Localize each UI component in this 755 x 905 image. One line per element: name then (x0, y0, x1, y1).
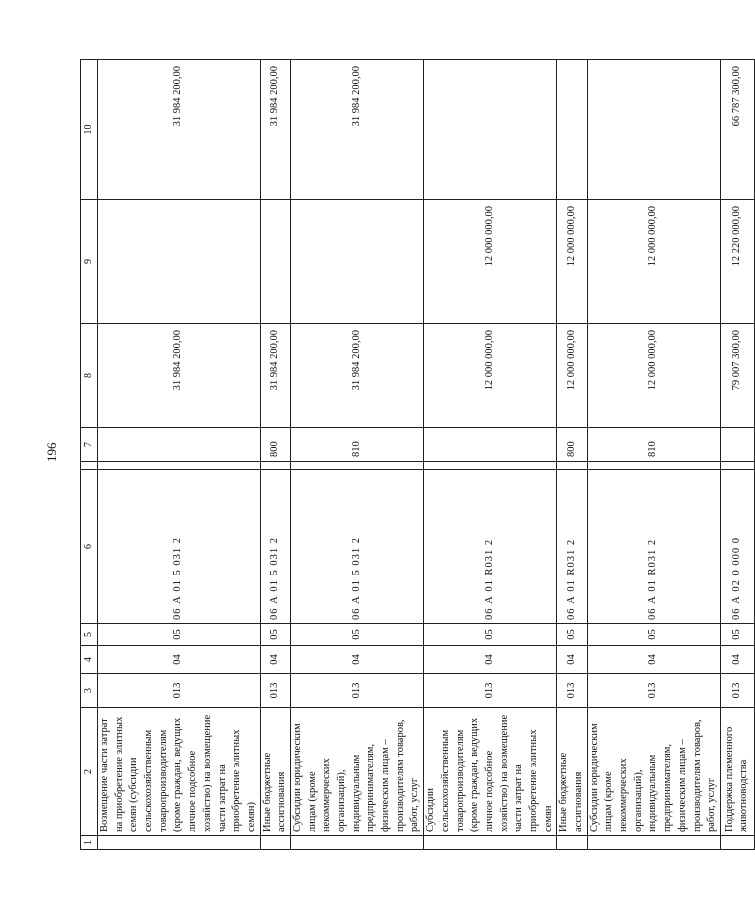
header-cell: 3 (81, 674, 98, 708)
subsection-code: 05 (260, 624, 290, 646)
expense-type-code (424, 428, 557, 462)
section-code: 04 (98, 646, 261, 674)
spacer-cell (98, 462, 261, 470)
expense-type-code: 800 (260, 428, 290, 462)
item-name: Субсидии юридическим лицам (кроме некоммерческих организаций), индивидуальным предпринимателям, физическим лицам – производителям товаров, работ, услуг (587, 708, 720, 836)
table-row (98, 60, 261, 850)
amount-total: 12 000 000,00 (424, 324, 557, 428)
table-row (720, 60, 754, 850)
target-article-code: 06 А 01 R031 2 (587, 470, 720, 624)
header-cell (81, 462, 98, 470)
item-name: Субсидии юридическим лицам (кроме некоммерческих организаций), индивидуальным предпринимателям, физическим лицам – производителям товаров, работ, услуг (290, 708, 423, 836)
expense-type-code (720, 428, 754, 462)
spacer-cell (260, 462, 290, 470)
header-cell: 7 (81, 428, 98, 462)
target-article-code: 06 А 01 5 031 2 (260, 470, 290, 624)
row-index-cell (98, 836, 261, 850)
target-article-code: 06 А 01 5 031 2 (98, 470, 261, 624)
row-index-cell (290, 836, 423, 850)
grbs-code: 013 (290, 674, 423, 708)
row-index-cell (720, 836, 754, 850)
item-name: Поддержка племенного животноводства (720, 708, 754, 836)
amount-regional (557, 60, 587, 200)
spacer-cell (720, 462, 754, 470)
grbs-code: 013 (557, 674, 587, 708)
spacer-cell (587, 462, 720, 470)
amount-federal: 12 000 000,00 (557, 200, 587, 324)
section-code: 04 (587, 646, 720, 674)
expense-type-code: 810 (587, 428, 720, 462)
table-row (587, 60, 720, 850)
header-cell: 2 (81, 708, 98, 836)
target-article-code: 06 А 01 R031 2 (424, 470, 557, 624)
grbs-code: 013 (424, 674, 557, 708)
expense-type-code (98, 428, 261, 462)
table-row (424, 60, 557, 850)
target-article-code: 06 А 02 0 000 0 (720, 470, 754, 624)
amount-total: 12 000 000,00 (587, 324, 720, 428)
row-index-cell (260, 836, 290, 850)
header-cell: 10 (81, 60, 98, 200)
header-cell: 5 (81, 624, 98, 646)
amount-regional: 31 984 200,00 (98, 60, 261, 200)
table-row (557, 60, 587, 850)
header-cell: 8 (81, 324, 98, 428)
amount-federal (260, 200, 290, 324)
section-code: 04 (290, 646, 423, 674)
item-name: Возмещение части затрат на приобретение элитных семян (субсидии сельскохозяйственным товаропроизводителям (кроме граждан, ведущих личное подсобное хозяйство) на возмещение части затрат на приобретение элитных семян) (98, 708, 261, 836)
amount-federal (290, 200, 423, 324)
grbs-code: 013 (587, 674, 720, 708)
row-index-cell (557, 836, 587, 850)
amount-total: 12 000 000,00 (557, 324, 587, 428)
amount-total: 31 984 200,00 (290, 324, 423, 428)
amount-federal: 12 220 000,00 (720, 200, 754, 324)
header-cell: 1 (81, 836, 98, 850)
amount-regional: 31 984 200,00 (260, 60, 290, 200)
spacer-cell (557, 462, 587, 470)
amount-regional (587, 60, 720, 200)
item-name: Иные бюджетные ассигнования (557, 708, 587, 836)
subsection-code: 05 (290, 624, 423, 646)
target-article-code: 06 А 01 5 031 2 (290, 470, 423, 624)
header-cell: 9 (81, 200, 98, 324)
spacer-cell (290, 462, 423, 470)
subsection-code: 05 (98, 624, 261, 646)
table-row (260, 60, 290, 850)
expense-type-code: 810 (290, 428, 423, 462)
grbs-code: 013 (98, 674, 261, 708)
table-body (81, 60, 755, 850)
amount-total: 31 984 200,00 (260, 324, 290, 428)
header-row (81, 60, 98, 850)
header-cell: 6 (81, 470, 98, 624)
amount-regional: 31 984 200,00 (290, 60, 423, 200)
budget-table (80, 59, 755, 850)
spacer-cell (424, 462, 557, 470)
subsection-code: 05 (557, 624, 587, 646)
row-index-cell (587, 836, 720, 850)
subsection-code: 05 (587, 624, 720, 646)
section-code: 04 (260, 646, 290, 674)
subsection-code: 05 (424, 624, 557, 646)
subsection-code: 05 (720, 624, 754, 646)
amount-federal: 12 000 000,00 (424, 200, 557, 324)
grbs-code: 013 (720, 674, 754, 708)
section-code: 04 (720, 646, 754, 674)
amount-federal (98, 200, 261, 324)
header-cell: 4 (81, 646, 98, 674)
page-number: 196 (44, 442, 59, 462)
amount-regional: 66 787 300,00 (720, 60, 754, 200)
grbs-code: 013 (260, 674, 290, 708)
item-name: Субсидии сельскохозяйственным товаропроизводителям (кроме граждан, ведущих личное подсобное хозяйство) на возмещение части затрат на приобретение элитных семян (424, 708, 557, 836)
row-index-cell (424, 836, 557, 850)
amount-total: 31 984 200,00 (98, 324, 261, 428)
amount-total: 79 007 300,00 (720, 324, 754, 428)
budget-table-sheet (80, 60, 750, 850)
section-code: 04 (557, 646, 587, 674)
amount-federal: 12 000 000,00 (587, 200, 720, 324)
item-name: Иные бюджетные ассигнования (260, 708, 290, 836)
section-code: 04 (424, 646, 557, 674)
target-article-code: 06 А 01 R031 2 (557, 470, 587, 624)
amount-regional (424, 60, 557, 200)
table-row (290, 60, 423, 850)
expense-type-code: 800 (557, 428, 587, 462)
